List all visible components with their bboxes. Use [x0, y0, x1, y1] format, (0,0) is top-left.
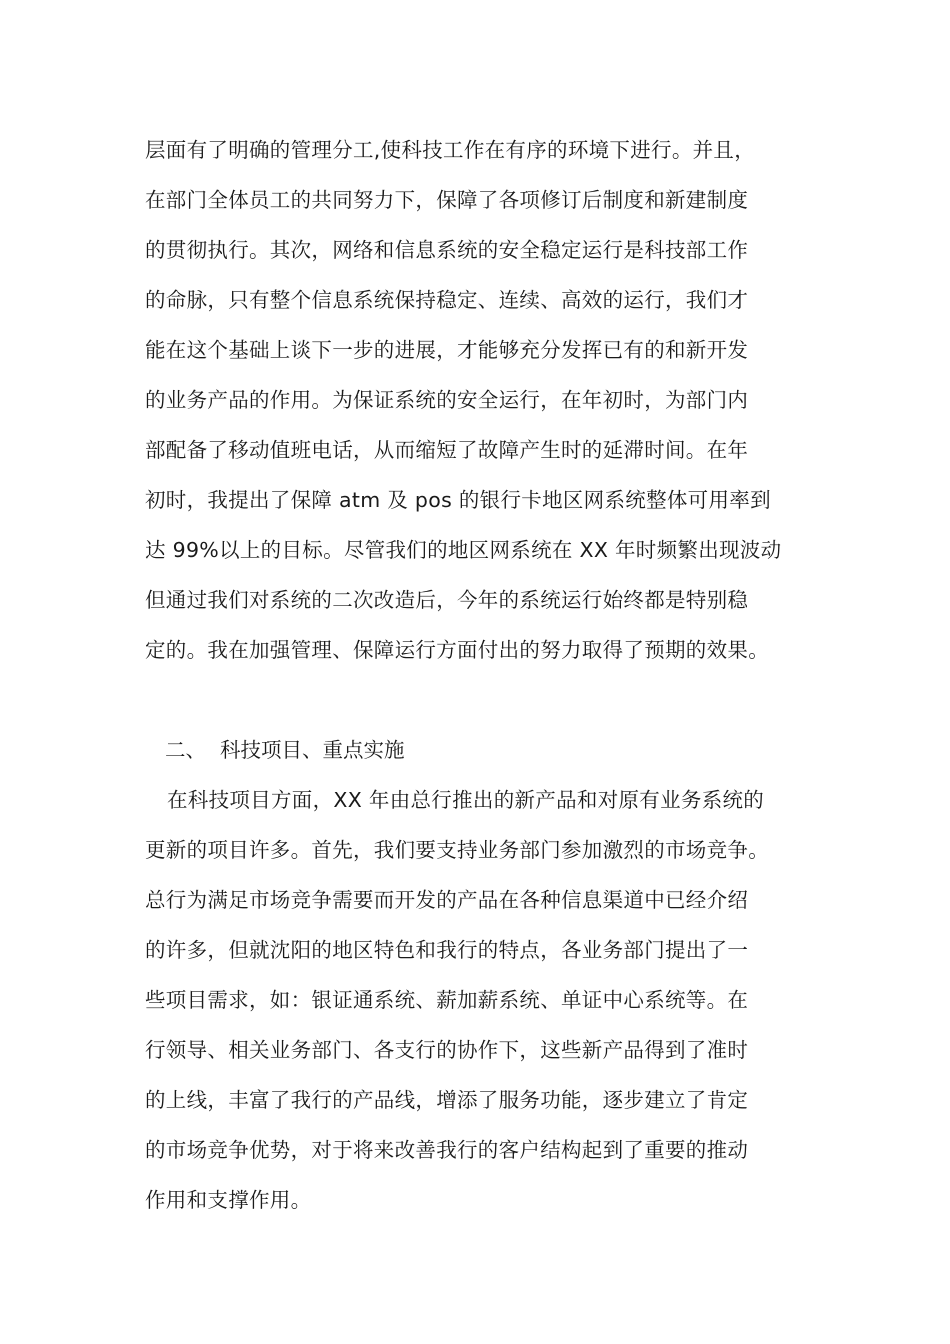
paragraph-line: 的市场竞争优势，对于将来改善我行的客户结构起到了重要的推动 [145, 1138, 749, 1162]
paragraph-line: 的贯彻执行。其次，网络和信息系统的安全稳定运行是科技部工作 [145, 238, 749, 262]
paragraph-line: 些项目需求，如：银证通系统、薪加薪系统、单证中心系统等。在 [145, 988, 749, 1012]
paragraph-line: 在部门全体员工的共同努力下，保障了各项修订后制度和新建制度 [145, 188, 749, 212]
paragraph-line: 达 99%以上的目标。尽管我们的地区网系统在 XX 年时频繁出现波动 [145, 538, 782, 562]
paragraph-line: 初时，我提出了保障 atm 及 pos 的银行卡地区网系统整体可用率到 [145, 488, 771, 512]
paragraph-line: 部配备了移动值班电话，从而缩短了故障产生时的延滞时间。在年 [145, 438, 749, 462]
paragraph-line: 在科技项目方面，XX 年由总行推出的新产品和对原有业务系统的 [167, 788, 765, 812]
paragraph-line: 作用和支撑作用。 [145, 1188, 312, 1212]
section-title: 科技项目、重点实施 [220, 738, 405, 762]
paragraph-line: 层面有了明确的管理分工,使科技工作在有序的环境下进行。并且， [145, 138, 756, 162]
paragraph-line: 的许多，但就沈阳的地区特色和我行的特点，各业务部门提出了一 [145, 938, 749, 962]
paragraph-line: 的业务产品的作用。为保证系统的安全运行，在年初时，为部门内 [145, 388, 749, 412]
paragraph-line: 能在这个基础上谈下一步的进展，才能够充分发挥已有的和新开发 [145, 338, 749, 362]
paragraph-line: 更新的项目许多。首先，我们要支持业务部门参加激烈的市场竞争。 [145, 838, 769, 862]
paragraph-line: 行领导、相关业务部门、各支行的协作下，这些新产品得到了准时 [145, 1038, 749, 1062]
paragraph-line: 的命脉，只有整个信息系统保持稳定、连续、高效的运行，我们才 [145, 288, 749, 312]
section-number: 二、 [165, 738, 206, 762]
paragraph-line: 的上线，丰富了我行的产品线，增添了服务功能，逐步建立了肯定 [145, 1088, 749, 1112]
paragraph-line: 定的。我在加强管理、保障运行方面付出的努力取得了预期的效果。 [145, 638, 769, 662]
paragraph-line: 总行为满足市场竞争需要而开发的产品在各种信息渠道中已经介绍 [145, 888, 749, 912]
paragraph-line: 但通过我们对系统的二次改造后，今年的系统运行始终都是特别稳 [145, 588, 749, 612]
